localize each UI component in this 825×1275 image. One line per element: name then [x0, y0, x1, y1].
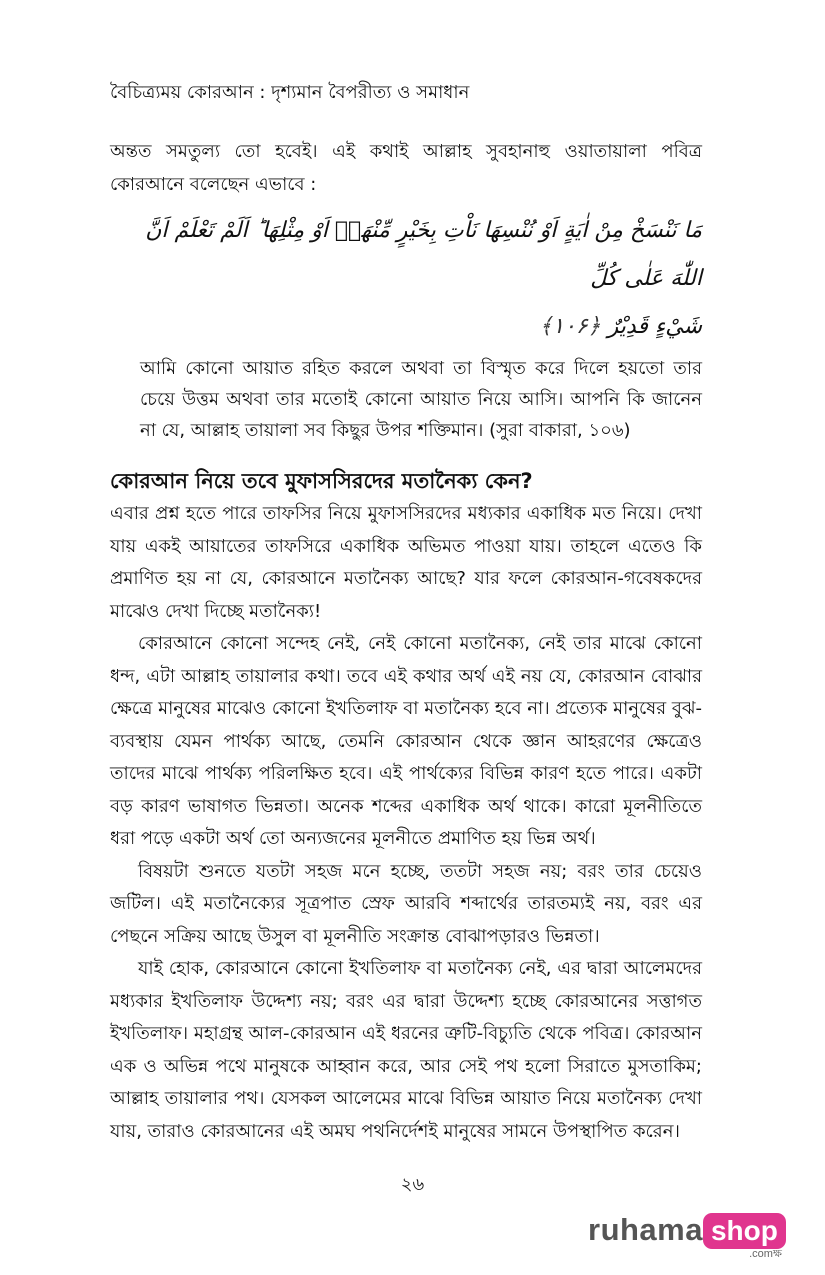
- arabic-verse-line-2-text: شَيْءٍ قَدِيْرٌ: [607, 314, 702, 339]
- body-paragraph-3: বিষয়টা শুনতে যতটা সহজ মনে হচ্ছে, ততটা সহজ নয়; বরং তার চেয়েও জটিল। এই মতানৈক্যের সূত্রপাত স্রেফ আরবি শব্দার্থের তারতম্যই নয়, বরং এর পেছনে সক্রিয় আছে উসুল বা মূলনীতি সংক্রান্ত বোঝাপড়ারও ভিন্নতা।: [110, 860, 702, 947]
- logo-shop-group: [703, 1210, 786, 1260]
- page-content: [110, 136, 702, 1148]
- translation-text: আমি কোনো আয়াত রহিত করলে অথবা তা বিস্মৃত করে দিলে হয়তো তার চেয়ে উত্তম অথবা তার মতোই কোনো আয়াত নিয়ে আসি। আপনি কি জানেন না যে, আল্লাহ তায়ালা সব কিছুর উপর শক্তিমান। (সুরা বাকারা, ১০৬): [140, 358, 702, 441]
- verse-translation: [140, 353, 702, 446]
- arabic-verse-line-1: مَا نَنْسَخْ مِنْ اٰيَةٍ اَوْ نُنْسِهَا نَاْتِ بِخَيْرٍ مِّنْهَاۤ اَوْ مِثْلِهَا ؕ اَلَمْ تَعْلَمْ اَنَّ اللّٰهَ عَلٰى كُلِّ: [145, 218, 702, 291]
- logo-ruhama-text: ruhama: [588, 1212, 703, 1247]
- logo-shop-badge: shop: [703, 1213, 786, 1249]
- arabic-verse: [110, 207, 702, 351]
- section-heading: কোরআন নিয়ে তবে মুফাসসিরদের মতানৈক্য কেন?: [110, 469, 533, 493]
- ayah-number: ﴿۱۰۶﴾: [539, 314, 601, 339]
- intro-paragraph: অন্তত সমতুল্য তো হবেই। এই কথাই আল্লাহ সুবহানাহু ওয়াতায়ালা পবিত্র কোরআনে বলেছেন এভাবে :: [110, 141, 702, 195]
- body-paragraph-1: এবার প্রশ্ন হতে পারে তাফসির নিয়ে মুফাসসিরদের মধ্যকার একাধিক মত নিয়ে। দেখা যায় একই আয়াতের তাফসিরে একাধিক অভিমত পাওয়া যায়। তাহলে এতেও কি প্রমাণিত হয় না যে, কোরআনে মতানৈক্য আছে? যার ফলে কোরআন-গবেষকদের মাঝেও দেখা দিচ্ছে মতানৈক্য!: [110, 503, 702, 622]
- page-number: ২৬: [400, 1174, 425, 1195]
- body-paragraph-2: কোরআনে কোনো সন্দেহ নেই, নেই কোনো মতানৈক্য, নেই তার মাঝে কোনো ধন্দ, এটা আল্লাহ তায়ালার কথা। তবে এই কথার অর্থ এই নয় যে, কোরআন বোঝার ক্ষেত্রে মানুষের মাঝেও কোনো ইখতিলাফ বা মতানৈক্য হবে না। প্রত্যেক মানুষের বুঝ-ব্যবস্থায় যেমন পার্থক্য আছে, তেমনি কোরআন থেকে জ্ঞান আহরণের ক্ষেত্রেও তাদের মাঝে পার্থক্য পরিলক্ষিত হবে। এই পার্থক্যের বিভিন্ন কারণ হতে পারে। একটা বড় কারণ ভাষাগত ভিন্নতা। অনেক শব্দের একাধিক অর্থ থাকে। কারো মূলনীতিতে ধরা পড়ে একটা অর্থ তো অন্যজনের মূলনীতে প্রমাণিত হয় ভিন্ন অর্থ।: [110, 633, 702, 849]
- arabic-verse-line-2: [110, 303, 702, 351]
- running-header: বৈচিত্র্যময় কোরআন : দৃশ্যমান বৈপরীত্য ও সমাধান: [110, 82, 470, 103]
- ruhamashop-logo: [588, 1210, 786, 1260]
- logo-dotcom-text: .comক্ষ: [749, 1248, 782, 1260]
- body-paragraph-4: যাই হোক, কোরআনে কোনো ইখতিলাফ বা মতানৈক্য নেই, এর দ্বারা আলেমদের মধ্যকার ইখতিলাফ উদ্দেশ্য নয়; বরং এর দ্বারা উদ্দেশ্য হচ্ছে কোরআনের সত্তাগত ইখতিলাফ। মহাগ্রন্থ আল-কোরআন এই ধরনের ত্রুটি-বিচ্যুতি থেকে পবিত্র। কোরআন এক ও অভিন্ন পথে মানুষকে আহ্বান করে, আর সেই পথ হলো সিরাতে মুসতাকিম; আল্লাহ তায়ালার পথ। যেসকল আলেমের মাঝে বিভিন্ন আয়াত নিয়ে মতানৈক্য দেখা যায়, তারাও কোরআনের এই অমঘ পথনির্দেশই মানুষের সামনে উপস্থাপিত করেন।: [110, 958, 702, 1142]
